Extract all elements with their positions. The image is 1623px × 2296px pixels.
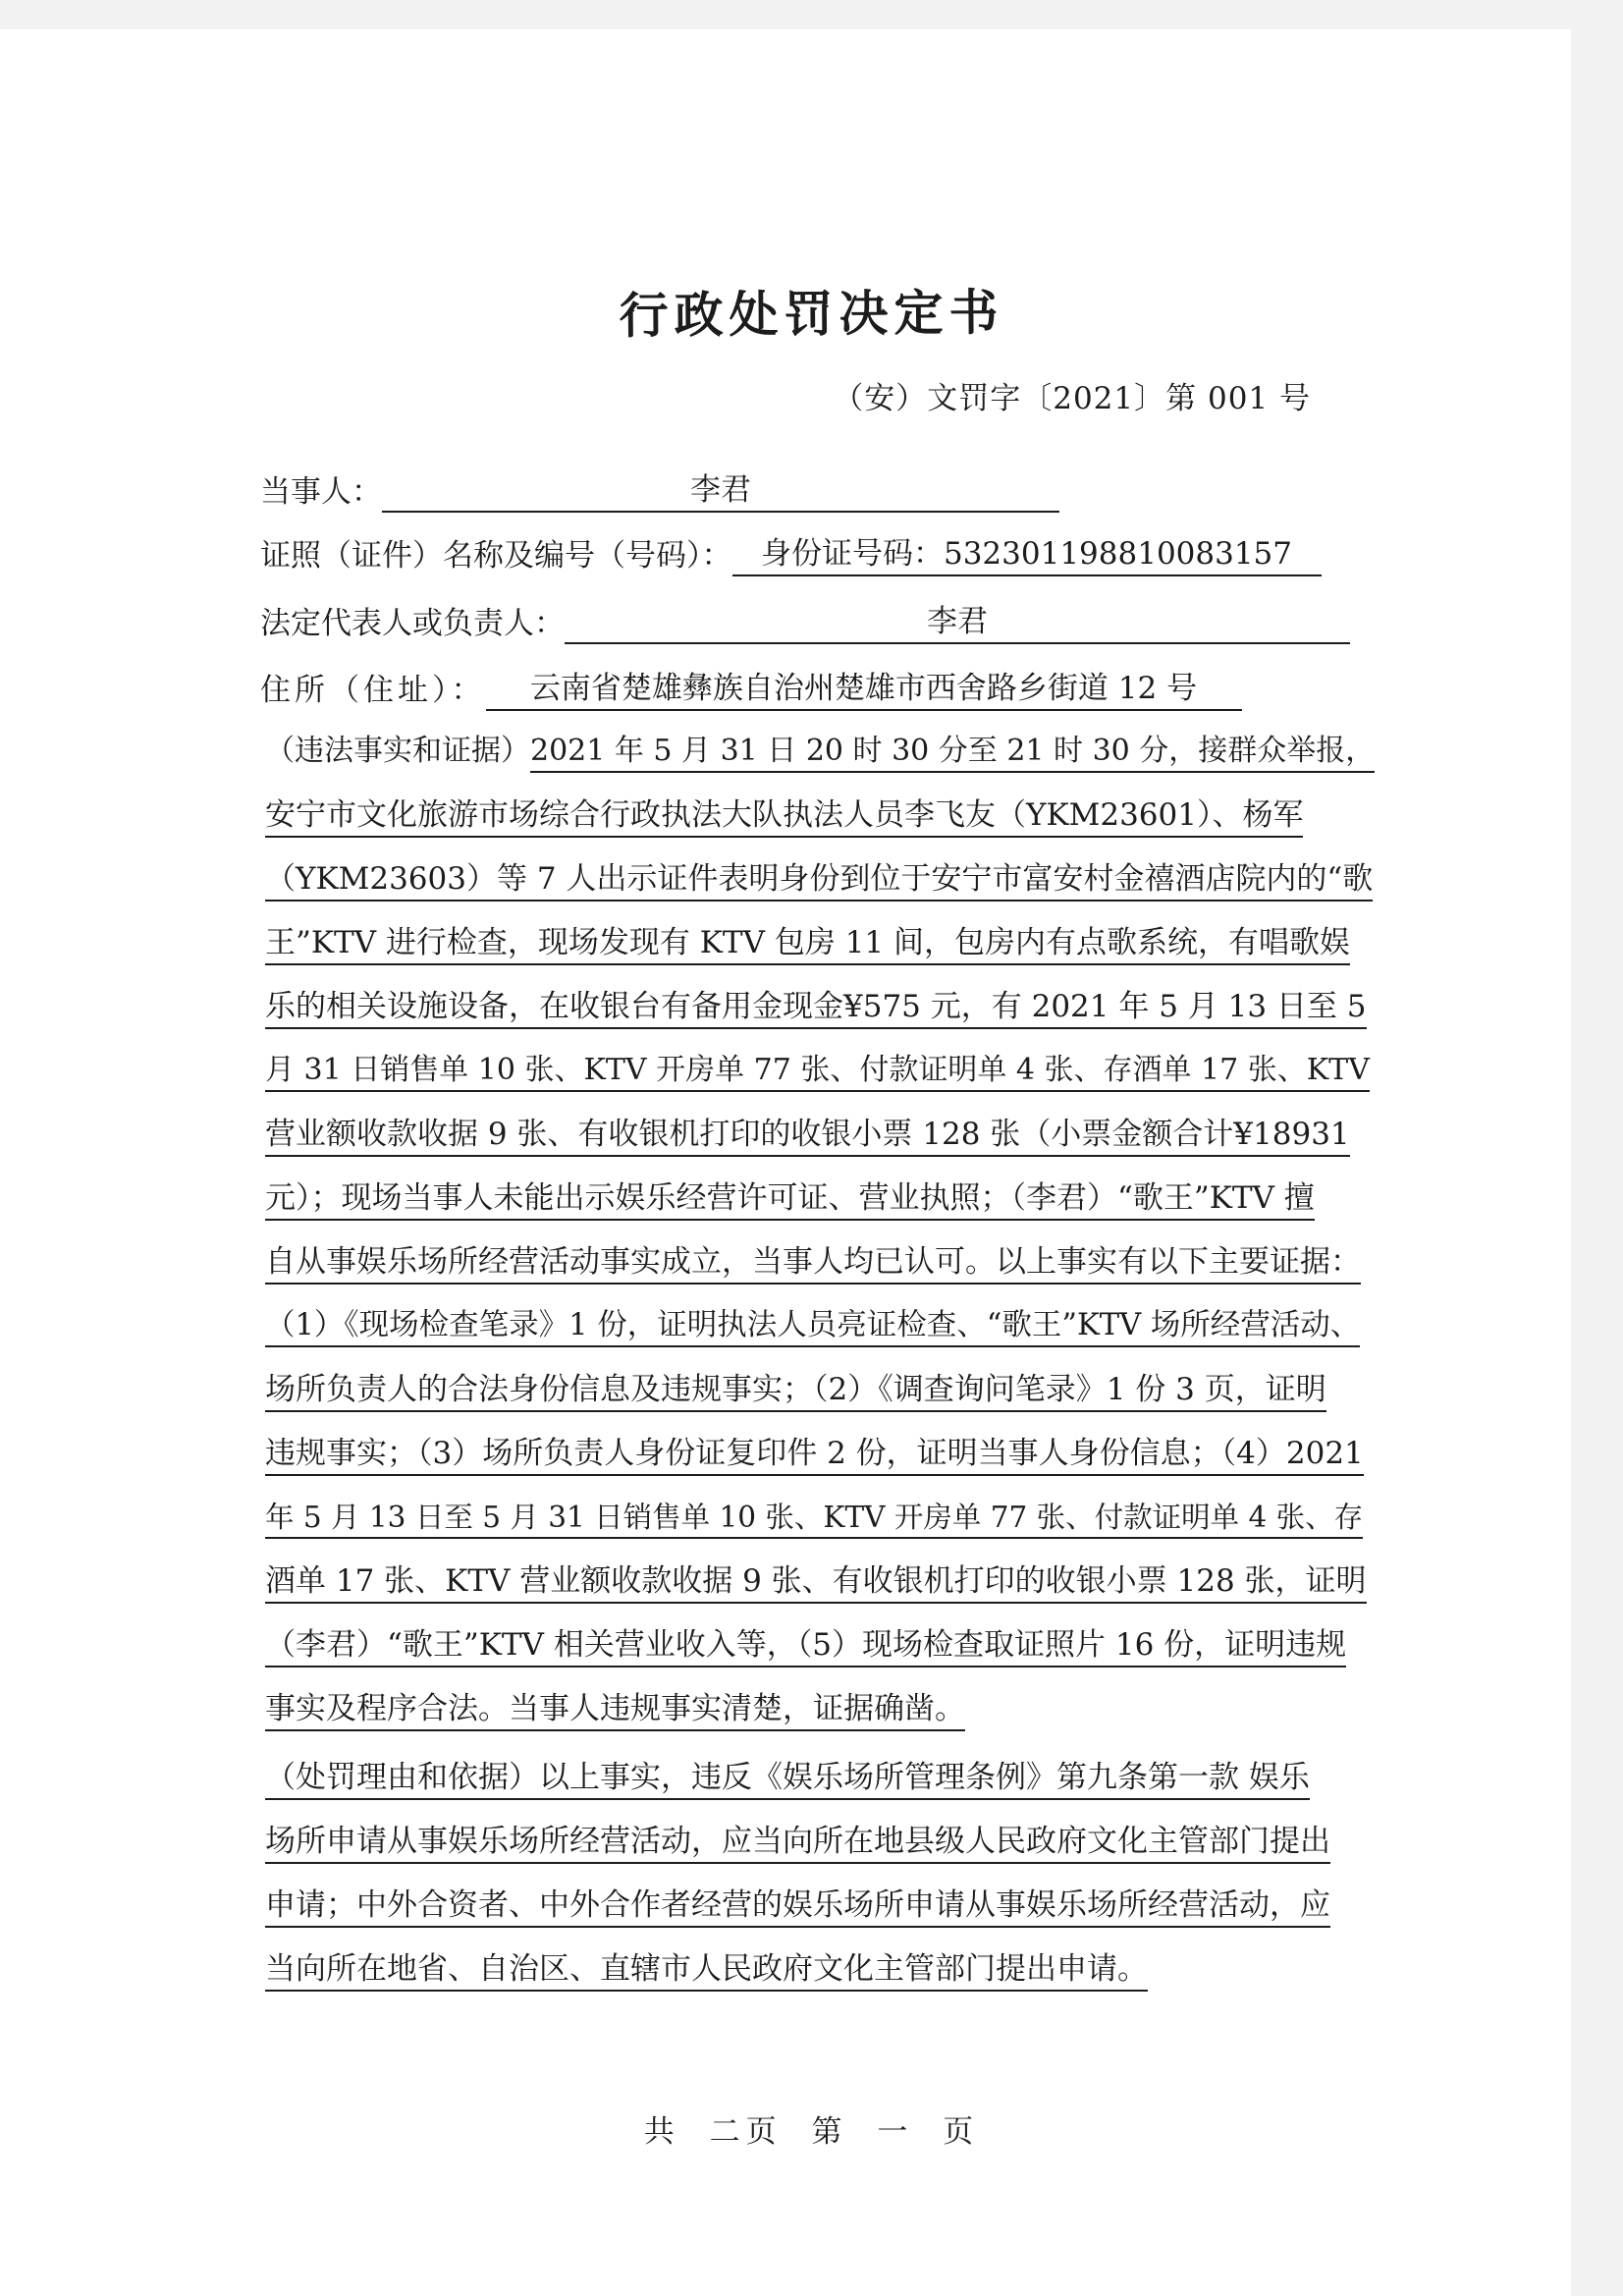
facts-text: 乐的相关设施设备，在收银台有备用金现金¥575 元，有 2021 年 5 月 13 日至 5 bbox=[265, 989, 1367, 1029]
reasons-text: 场所申请从事娱乐场所经营活动，应当向所在地县级人民政府文化主管部门提出 bbox=[265, 1824, 1330, 1864]
facts-line bbox=[265, 1434, 1375, 1473]
party-field bbox=[260, 465, 1059, 513]
facts-line bbox=[265, 1498, 1375, 1537]
facts-line bbox=[265, 795, 1375, 835]
facts-line bbox=[265, 987, 1375, 1026]
address-value: 云南省楚雄彝族自治州楚雄市西舍路乡街道 12 号 bbox=[486, 663, 1242, 711]
facts-line bbox=[265, 1115, 1375, 1154]
document-title: 行政处罚决定书 bbox=[619, 283, 1004, 345]
facts-line bbox=[265, 1178, 1375, 1218]
facts-line bbox=[265, 732, 1375, 771]
address-label: 住所（住址）： bbox=[260, 673, 486, 708]
representative-label: 法定代表人或负责人： bbox=[260, 606, 565, 641]
facts-text: 事实及程序合法。当事人违规事实清楚，证据确凿。 bbox=[265, 1691, 965, 1731]
facts-line bbox=[265, 1051, 1375, 1090]
facts-text: 王”KTV 进行检查，现场发现有 KTV 包房 11 间，包房内有点歌系统，有唱歌娱 bbox=[265, 925, 1350, 965]
address-field bbox=[260, 663, 1242, 711]
party-label: 当事人： bbox=[260, 474, 382, 510]
reasons-line bbox=[265, 1758, 1375, 1797]
facts-line bbox=[265, 1306, 1375, 1345]
facts-text: 场所负责人的合法身份信息及违规事实；（2）《调查询问笔录》1 份 3 页，证明 bbox=[265, 1372, 1326, 1412]
facts-text: 2021 年 5 月 31 日 20 时 30 分至 21 时 30 分，接群众举报， bbox=[530, 734, 1375, 773]
facts-line bbox=[265, 1370, 1375, 1409]
facts-text: （YKM23603）等 7 人出示证件表明身份到位于安宁市富安村金禧酒店院内的“歌 bbox=[265, 861, 1373, 902]
representative-value: 李君 bbox=[565, 596, 1350, 644]
facts-text: 安宁市文化旅游市场综合行政执法大队执法人员李飞友（YKM23601）、杨军 bbox=[265, 797, 1303, 838]
facts-text: 自从事娱乐场所经营活动事实成立，当事人均已认可。以上事实有以下主要证据： bbox=[265, 1244, 1361, 1285]
facts-text: 违规事实；（3）场所负责人身份证复印件 2 份，证明当事人身份信息；（4）2021 bbox=[265, 1436, 1364, 1476]
facts-text: 营业额收款收据 9 张、有收银机打印的收银小票 128 张（小票金额合计¥18931 bbox=[265, 1117, 1350, 1157]
facts-text: 年 5 月 13 日至 5 月 31 日销售单 10 张、KTV 开房单 77 张、付款证明单 4 张、存 bbox=[265, 1501, 1363, 1539]
document-number: （安）文罚字〔2021〕第 001 号 bbox=[833, 381, 1311, 416]
reasons-line bbox=[265, 1949, 1375, 1989]
facts-text: 月 31 日销售单 10 张、KTV 开房单 77 张、付款证明单 4 张、存酒单 17 张、KTV bbox=[265, 1053, 1370, 1092]
reasons-text: 以上事实，违反《娱乐场所管理条例》第九条第一款 娱乐 bbox=[539, 1760, 1310, 1800]
facts-text: 酒单 17 张、KTV 营业额收款收据 9 张、有收银机打印的收银小票 128 张，证明 bbox=[265, 1563, 1367, 1604]
reasons-text: 申请；中外合资者、中外合作者经营的娱乐场所申请从事娱乐场所经营活动，应 bbox=[265, 1887, 1330, 1928]
reasons-text: 当向所在地省、自治区、直辖市人民政府文化主管部门提出申请。 bbox=[265, 1951, 1148, 1992]
reasons-label: （处罚理由和依据） bbox=[265, 1760, 539, 1800]
facts-text: 元）；现场当事人未能出示娱乐经营许可证、营业执照；（李君）“歌王”KTV 擅 bbox=[265, 1180, 1315, 1221]
facts-line bbox=[265, 1625, 1375, 1665]
facts-line bbox=[265, 1561, 1375, 1601]
facts-line bbox=[265, 1689, 1375, 1728]
representative-field bbox=[260, 596, 1350, 644]
page-number: 共 二页 第 一 页 bbox=[643, 2114, 980, 2150]
facts-line bbox=[265, 1242, 1375, 1282]
id-label: 证照（证件）名称及编号（号码）： bbox=[260, 538, 732, 574]
id-field bbox=[260, 528, 1322, 576]
reasons-line bbox=[265, 1822, 1375, 1861]
id-value: 身份证号码：532301198810083157 bbox=[732, 528, 1322, 576]
facts-text: （1）《现场检查笔录》1 份，证明执法人员亮证检查、“歌王”KTV 场所经营活动、 bbox=[265, 1308, 1360, 1347]
reasons-line bbox=[265, 1886, 1375, 1925]
facts-text: （李君）“歌王”KTV 相关营业收入等，（5）现场检查取证照片 16 份，证明违规 bbox=[265, 1627, 1346, 1667]
document-page bbox=[0, 29, 1571, 2296]
facts-label: （违法事实和证据） bbox=[265, 734, 530, 768]
party-value: 李君 bbox=[382, 465, 1059, 513]
facts-line bbox=[265, 923, 1375, 962]
facts-line bbox=[265, 859, 1375, 899]
